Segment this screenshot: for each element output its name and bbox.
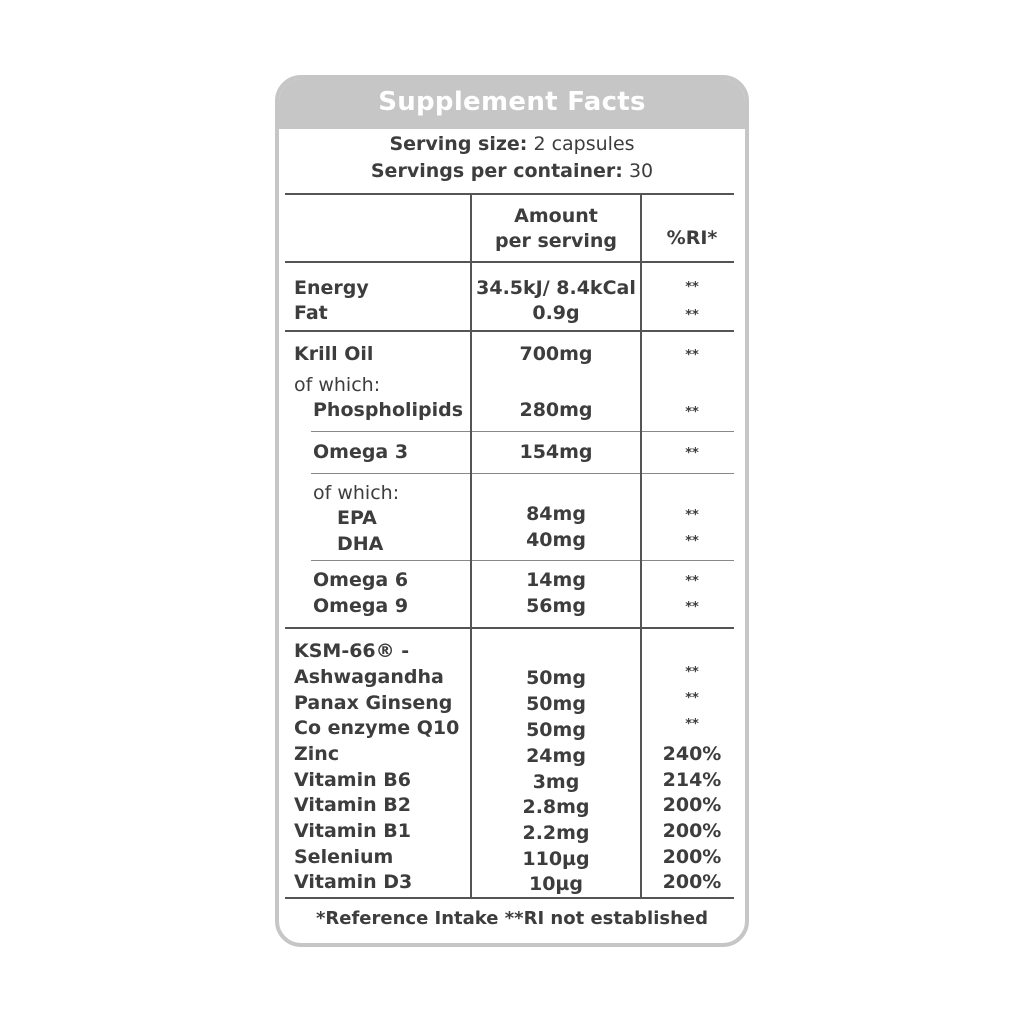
nutrient-ri: **: [685, 446, 699, 461]
nutrient-ri: **: [685, 600, 699, 615]
nutrient-amount: 34.5kJ/ 8.4kCal: [476, 277, 636, 299]
nutrient-ri: 200%: [662, 820, 722, 842]
nutrient-amount: 40mg: [526, 529, 586, 551]
nutrient-name: Vitamin B6: [294, 769, 411, 791]
nutrient-name: Vitamin B2: [294, 794, 411, 816]
nutrient-name: DHA: [337, 533, 384, 555]
nutrient-name: Krill Oil: [294, 343, 374, 365]
nutrient-name: Selenium: [294, 846, 394, 868]
serving-size-value: 2 capsules: [533, 133, 635, 155]
nutrient-ri: **: [685, 280, 699, 295]
nutrient-name: Panax Ginseng: [294, 692, 453, 714]
divider: [285, 193, 734, 195]
nutrient-name: Zinc: [294, 743, 340, 765]
serving-size-label: Serving size:: [389, 133, 528, 155]
nutrient-amount: 3mg: [532, 771, 580, 793]
nutrient-amount: 84mg: [526, 503, 586, 525]
amount-header-line2: per serving: [494, 230, 618, 252]
divider: [285, 627, 734, 629]
nutrient-name: Vitamin D3: [294, 871, 413, 893]
nutrient-ri: **: [685, 665, 699, 680]
nutrient-ri: **: [685, 508, 699, 523]
nutrient-name: Energy: [294, 277, 369, 299]
nutrient-name: Phospholipids: [313, 399, 464, 421]
nutrient-amount: 50mg: [526, 667, 586, 689]
nutrient-amount: 700mg: [519, 343, 593, 365]
nutrient-name: Fat: [294, 302, 328, 324]
nutrient-ri: 240%: [662, 743, 722, 765]
amount-header-line1: Amount: [514, 205, 598, 227]
nutrient-ri: 200%: [662, 794, 722, 816]
divider: [311, 473, 734, 474]
servings-per-container-value: 30: [628, 160, 654, 182]
divider: [285, 897, 734, 899]
nutrient-amount: 2.8mg: [522, 796, 590, 818]
nutrient-ri: 200%: [662, 846, 722, 868]
nutrient-amount: 280mg: [519, 399, 593, 421]
nutrient-ri: **: [685, 574, 699, 589]
nutrient-amount: 10µg: [528, 873, 584, 895]
divider: [285, 330, 734, 332]
nutrient-name: Co enzyme Q10: [294, 717, 460, 739]
of-which-label: of which:: [313, 482, 400, 504]
divider: [311, 560, 734, 561]
nutrient-amount: 2.2mg: [522, 822, 590, 844]
servings-per-container-label: Servings per container:: [370, 160, 623, 182]
nutrient-amount: 0.9g: [532, 302, 580, 324]
nutrient-name: EPA: [337, 507, 377, 529]
title-bar: [279, 79, 745, 129]
nutrient-amount: 50mg: [526, 693, 586, 715]
nutrient-amount: 56mg: [526, 595, 586, 617]
nutrient-name: Omega 3: [313, 441, 409, 463]
divider: [311, 431, 734, 432]
footnote: *Reference Intake **RI not established: [315, 908, 708, 929]
nutrient-ri: **: [685, 308, 699, 323]
nutrient-name: Vitamin B1: [294, 820, 411, 842]
nutrient-ri: 200%: [662, 871, 722, 893]
nutrient-ri: **: [685, 717, 699, 732]
servings-per-container-line: [279, 160, 745, 182]
nutrient-ri: **: [685, 405, 699, 420]
nutrient-ri: **: [685, 348, 699, 363]
ri-header: %RI*: [666, 227, 718, 249]
nutrient-ri: **: [685, 534, 699, 549]
panel-title: Supplement Facts: [378, 87, 646, 117]
nutrient-ri: **: [685, 691, 699, 706]
of-which-label: of which:: [294, 374, 381, 396]
nutrient-amount: 110µg: [522, 848, 590, 870]
nutrient-amount: 24mg: [526, 745, 586, 767]
nutrient-name: Omega 6: [313, 569, 409, 591]
nutrient-amount: 50mg: [526, 719, 586, 741]
serving-size-line: [279, 133, 745, 155]
nutrient-name: KSM-66® -: [294, 640, 410, 662]
nutrient-amount: 154mg: [519, 441, 593, 463]
nutrient-name: Omega 9: [313, 595, 409, 617]
nutrient-name: Ashwagandha: [294, 666, 444, 688]
nutrient-ri: 214%: [662, 769, 722, 791]
divider: [285, 261, 734, 263]
nutrient-amount: 14mg: [526, 569, 586, 591]
